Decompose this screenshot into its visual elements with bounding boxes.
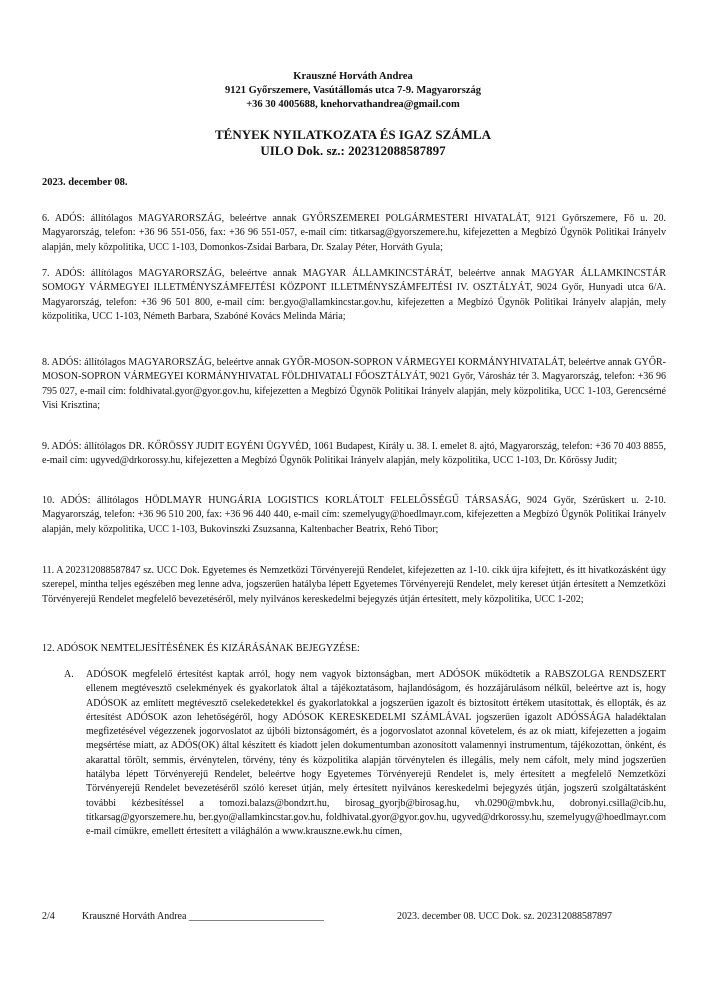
footer-doc-ref: 2023. december 08. UCC Dok. sz. 202312088587897 — [397, 911, 612, 922]
section-12-title: 12. ADÓSOK NEMTELJESÍTÉSÉNEK ÉS KIZÁRÁSÁNAK BEJEGYZÉSE: — [42, 643, 360, 654]
footer-signature: Krauszné Horváth Andrea ___________________________ — [82, 911, 324, 922]
list-item-marker: A. — [64, 669, 74, 680]
paragraph-6: 6. ADÓS: állítólagos MAGYARORSZÁG, beleértve annak GYŐRSZEMEREI POLGÁRMESTERI HIVATALÁT, 9121 Győrszemere, Fő u. 20. Magyarország, telefon: +36 96 551-056, fax: +36 96 551-057, e-mail cím: titkarsag@gyorszemere.hu, kifejezetten a Megbízó Ügynök Politikai Irányelv alapján, mely közpolitika, UCC 1-103, Domonkos-Zsidai Barbara, Dr. Szalay Péter, Horváth Gyula; — [42, 213, 666, 253]
list-item-a — [64, 668, 666, 840]
document-date: 2023. december 08. — [42, 177, 128, 188]
sender-name: Krauszné Horváth Andrea — [293, 71, 413, 82]
paragraph-9: 9. ADÓS: állítólagos DR. KŐRÖSSY JUDIT EGYÉNI ÜGYVÉD, 1061 Budapest, Király u. 38. I. emelet 8. ajtó, Magyarország, telefon: +36 70 403 8855, e-mail cím: ugyved@drkorossy.hu, kifejezetten a Megbízó Ügynök Politikai Irányelv alapján, mely közpolitika, UCC 1-103, Dr. Kőrössy Judit; — [42, 441, 666, 467]
page-number: 2/4 — [42, 911, 55, 922]
paragraph-8: 8. ADÓS: állítólagos MAGYARORSZÁG, beleértve annak GYŐR-MOSON-SOPRON VÁRMEGYEI KORMÁNYHIVATALÁT, beleértve annak GYŐR-MOSON-SOPRON VÁRMEGYEI KORMÁNYHIVATAL FÖLDHIVATALI FŐOSZTÁLYÁT, 9021 Győr, Városház tér 3. Magyarország, telefon: +36 96 795 027, e-mail cím: foldhivatal.gyor@gyor.gov.hu, kifejezetten a Megbízó Ügynök Politikai Irányelv alapján, mely közpolitika, UCC 1-103, Gerencsérné Visi Krisztina; — [42, 357, 666, 412]
sender-contact: +36 30 4005688, knehorvathandrea@gmail.com — [246, 99, 460, 110]
title-line-1: TÉNYEK NYILATKOZATA ÉS IGAZ SZÁMLA — [215, 127, 491, 142]
paragraph-11: 11. A 202312088587847 sz. UCC Dok. Egyetemes és Nemzetközi Törvényerejű Rendelet, kifejezetten az 1-10. cikk újra kifejtett, és itt hivatkozásként úgy szerepel, mintha teljes egészében meg lenne adva, jogszerűen hatályba lépett Egyetemes Törvényerejű Rendelet, mely kereset útján értesített a Nemzetközi Törvényerejű Rendelet megfelelő bevezetéséről, mely nyilvános kereskedelmi bejegyzés útján értesített, mely közpolitika, UCC 1-202; — [42, 565, 666, 605]
paragraph-7: 7. ADÓS: állítólagos MAGYARORSZÁG, beleértve annak MAGYAR ÁLLAMKINCSTÁRÁT, beleértve annak MAGYAR ÁLLAMKINCSTÁR SOMOGY VÁRMEGYEI ILLETMÉNYSZÁMFEJTÉSI KÖZPONT ILLETMÉNYSZÁMFEJTÉSI IV. OSZTÁLYÁT, 9024 Győr, Hunyadi utca 6/A. Magyarország, telefon: +36 96 501 800, e-mail cím: ber.gyo@allamkincstar.gov.hu, kifejezetten a Megbízó Ügynök Politikai Irányelv alapján, mely közpolitika, UCC 1-103, Németh Barbara, Szabóné Kovács Melinda Mária; — [42, 268, 666, 323]
title-line-2: UILO Dok. sz.: 202312088587897 — [260, 143, 446, 158]
paragraph-10: 10. ADÓS: állítólagos HÖDLMAYR HUNGÁRIA LOGISTICS KORLÁTOLT FELELŐSSÉGŰ TÁRSASÁG, 9024 Győr, Szérűskert u. 2-10. Magyarország, telefon: +36 96 510 200, fax: +36 96 440 440, e-mail cím: szemelyugy@hoedlmayr.com, kifejezetten a Megbízó Ügynök Politikai Irányelv alapján, mely közpolitika, UCC 1-103, Bukovinszki Zsuzsanna, Kaltenbacher Beatrix, Rehó Tibor; — [42, 495, 666, 535]
sender-address: 9121 Győrszemere, Vasútállomás utca 7-9. Magyarország — [225, 85, 481, 96]
sender-header — [0, 70, 706, 112]
list-item-text: ADÓSOK megfelelő értesítést kaptak arról, hogy nem vagyok biztonságban, mert ADÓSOK működtetik a RABSZOLGA RENDSZERT ellenem megtévesztő cselekmények és gyakorlatok által a tájékoztatásom, hajlandóságom, és hozzájárulásom nélkül, beleértve azt is, hogy ADÓSOK az említett megtévesztő cselekedetekkel és gyakorlatokkal a jogszerűen igazolt és biztosított értékem utasítottak, és ellopták, és az értesítést ADÓSOK azon lehetőségéről, hogy ADÓSOK KERESKEDELMI SZÁMLÁVAL jogszerűen igazolt ADÓSSÁGA haladéktalan megfizetésével végezzenek jogorvoslatot az újbóli biztonságomért, és a jogorvoslatot azonnal követelem, és az ok miatt, kifejezetten a jogaim megsértése miatt, az ADÓS(OK) által készített és kiadott jelen dokumentumban azonosított valamennyi instrumentum, tájékozottan, önként, és akarattal törölt, semmis, érvénytelen, törvény, tény és közpolitika alapján törvénytelen és illegális, mely nem cáfolt, mely mind jogszerűen hatályba lépett Törvényerejű Rendelet, beleértve hogy Egyetemes Törvényerejű Rendelet is, mely értesített a megfelelő Nemzetközi Törvényerejű Rendelet bevezetéséről szóló kereset útján, mely értesített nyilvános kereskedelmi bejegyzés útján, jogszerű szolgáltatásként további kézbesítéssel a tomozi.balazs@bondzrt.hu, birosag_gyorjb@birosag.hu, vh.0290@mbvk.hu, dobronyi.csilla@cib.hu, titkarsag@gyorszemere.hu, ber.gyo@allamkincstar.gov.hu, foldhivatal.gyor@gyor.gov.hu, ugyved@drkorossy.hu, szemelyugy@hoedlmayr.com e-mail címükre, emellett értesített a világhálón a www.krauszne.ewk.hu címen, — [86, 669, 666, 838]
document-title — [0, 127, 706, 159]
